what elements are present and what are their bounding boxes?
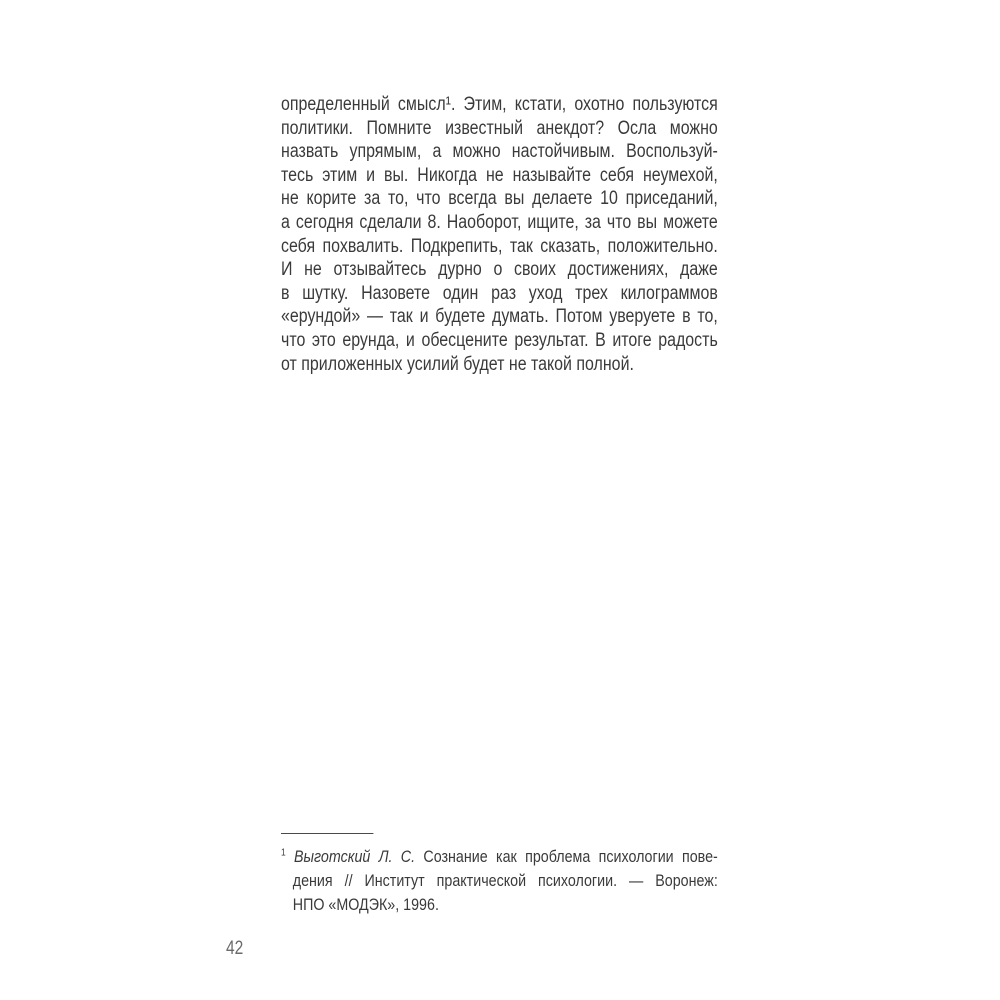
body-text-line: определенный смысл¹. Этим, кстати, охотно пользуются	[281, 94, 718, 115]
footnote-line-text: Сознание как проблема психологии пове-	[415, 847, 718, 866]
footnote-divider	[281, 833, 373, 834]
body-text-line: в шутку. Назовете один раз уход трех килограммов	[281, 282, 718, 304]
body-text-line: назвать упрямым, а можно настойчивым. Воспользуй-	[281, 141, 718, 163]
footnote-line: дения // Институт практической психологии. — Воронеж:	[292, 871, 718, 890]
text-column	[281, 93, 718, 973]
body-text-line: себя похвалить. Подкрепить, так сказать, положительно.	[281, 235, 718, 257]
body-text-line: от приложенных усилий будет не такой полной.	[281, 353, 634, 375]
body-paragraph	[281, 93, 718, 376]
page-number: 42	[226, 938, 244, 959]
footnote-marker: 1	[281, 847, 286, 859]
body-text-line: не корите за то, что всегда вы делаете 10 приседаний,	[281, 188, 718, 210]
footnote	[281, 833, 718, 917]
body-text-line: политики. Помните известный анекдот? Осла можно	[281, 117, 718, 139]
body-text-line: что это ерунда, и обесцените результат. В итоге радость	[281, 329, 718, 351]
body-text-line: И не отзывайтесь дурно о своих достижениях, даже	[281, 259, 718, 281]
body-text-line: «ерундой» — так и будете думать. Потом уверуете в то,	[281, 306, 718, 328]
footnote-line: НПО «МОДЭК», 1996.	[292, 895, 439, 914]
body-text-line: тесь этим и вы. Никогда не называйте себя неумехой,	[281, 164, 718, 186]
footnote-author: Выготский Л. С.	[294, 847, 416, 866]
footnote-line	[281, 845, 718, 869]
footnote-text	[281, 845, 718, 917]
body-text-line: а сегодня сделали 8. Наоборот, ищите, за что вы можете	[281, 211, 718, 233]
